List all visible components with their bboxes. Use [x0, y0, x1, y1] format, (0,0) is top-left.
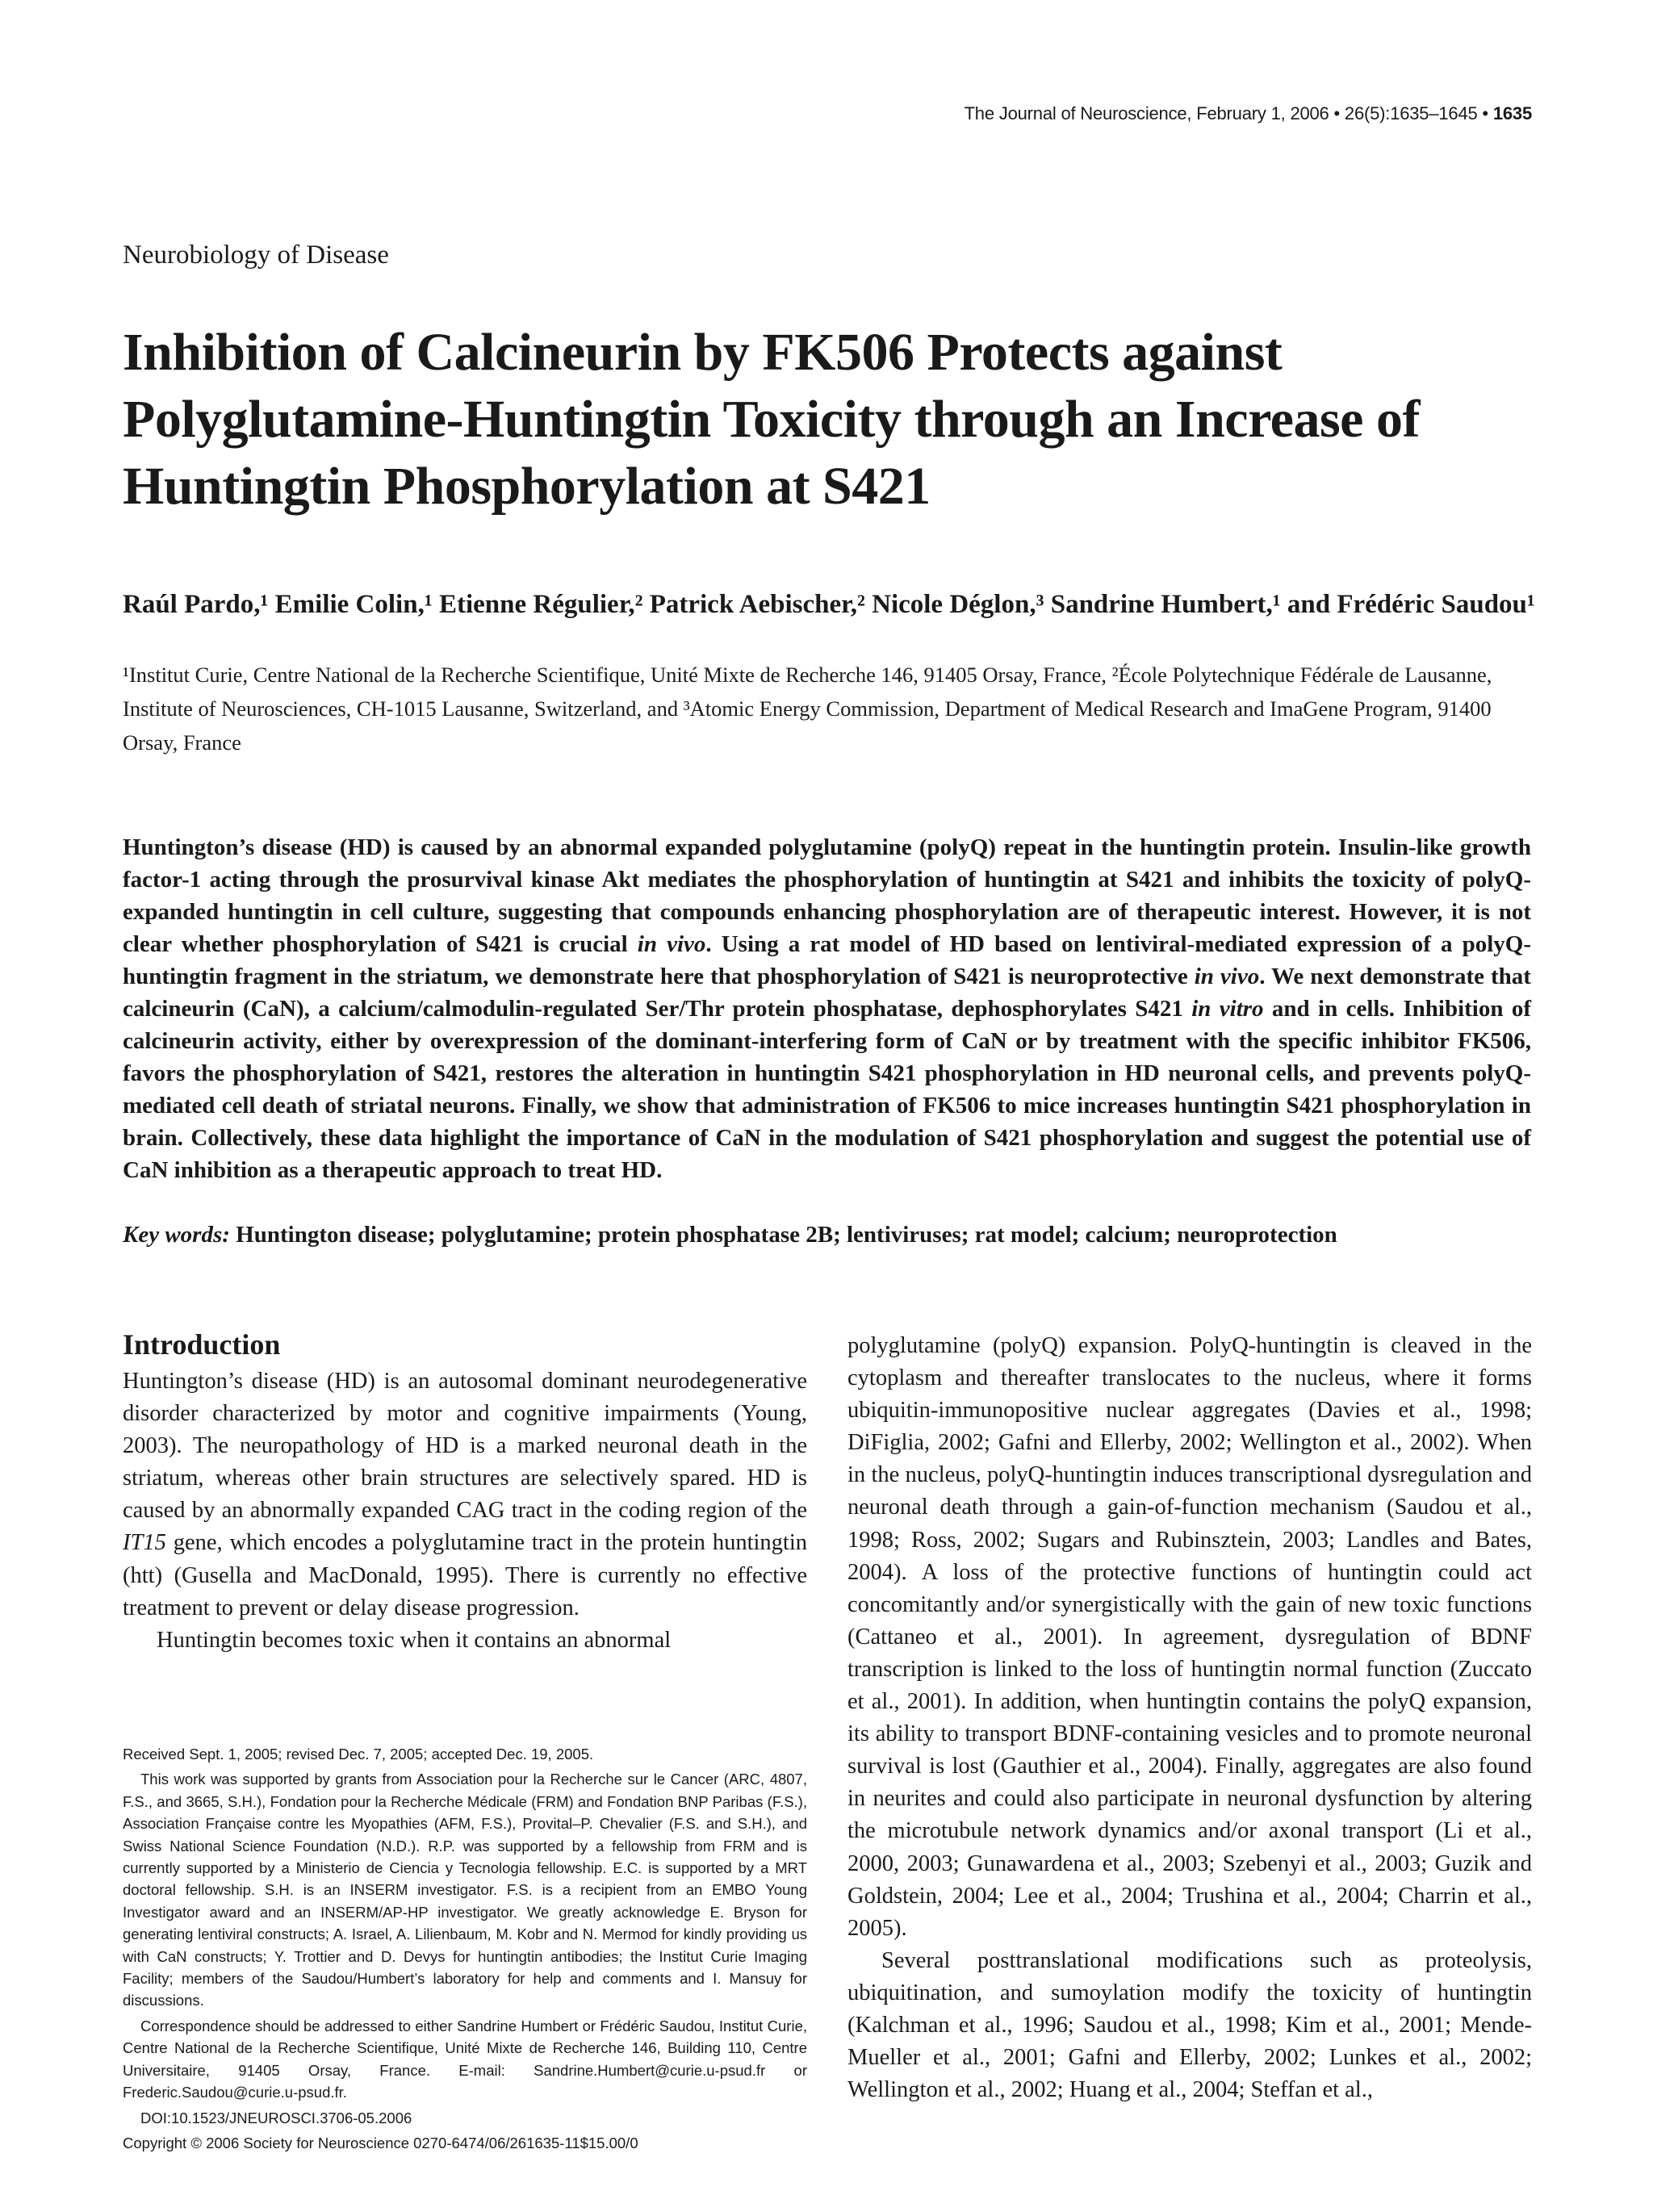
abstract-italic: in vitro: [1191, 996, 1264, 1022]
gene-name: IT15: [123, 1530, 166, 1556]
abstract: [123, 831, 1531, 1186]
author-list: Raúl Pardo,¹ Emilie Colin,¹ Etienne Régulier,² Patrick Aebischer,² Nicole Déglon,³ Sandrine Humbert,¹ and Frédéric Saudou¹: [123, 590, 1535, 619]
paragraph-text: gene, which encodes a polyglutamine tract in the protein huntingtin (htt) (Gusella and MacDonald, 1995). There is currently no effective treatment to prevent or delay disease progression.: [123, 1530, 807, 1620]
abstract-text: . Using a rat model of HD based on lentiviral-mediated expression of a polyQ-huntingtin fragment in the striatum, we demonstrate here that phosphorylation of S421 is neuroprotective: [123, 931, 1531, 989]
funding-acknowledgments: This work was supported by grants from Association pour la Recherche sur le Cancer (ARC, 4807, F.S., and 3665, S.H.), Fondation pour la Recherche Médicale (FRM) and Fondation BNP Paribas (F.S.), Association Française contre les Myopathies (AFM, F.S.), Provital–P. Chevalier (F.S. and S.H.), and Swiss National Science Foundation (N.D.). R.P. was supported by a fellowship from FRM and is currently supported by a Ministerio de Ciencia y Tecnologia fellowship. E.C. is supported by a MRT doctoral fellowship. S.H. is an INSERM investigator. F.S. is a recipient from an EMBO Young Investigator award and an INSERM/AP-HP investigator. We greatly acknowledge E. Bryson for generating lentiviral constructs; A. Israel, A. Lilienbaum, M. Kobr and N. Mermod for kindly providing us with CaN constructs; Y. Trottier and D. Devys for huntingtin antibodies; the Institut Curie Imaging Facility; members of the Saudou/Humbert’s laboratory for help and comments and I. Mansuy for discussions.: [123, 1771, 807, 2009]
keywords-text: Huntington disease; polyglutamine; protein phosphatase 2B; lentiviruses; rat model; calcium; neuroprotection: [229, 1222, 1337, 1248]
abstract-italic: in vivo: [637, 931, 706, 957]
article-title: [123, 319, 1543, 520]
title-line: Huntingtin Phosphorylation at S421: [123, 457, 931, 516]
copyright: Copyright © 2006 Society for Neuroscience 0270-6474/06/261635-11$15.00/0: [123, 2134, 638, 2151]
affiliations: ¹Institut Curie, Centre National de la Recherche Scientifique, Unité Mixte de Recherche 146, 91405 Orsay, France, ²École Polytechnique Fédérale de Lausanne, Institute of Neurosciences, CH-1015 Lausanne, Switzerland, and ³Atomic Energy Commission, Department of Medical Research and ImaGene Program, 91400 Orsay, France: [123, 663, 1492, 755]
paragraph: Several posttranslational modifications such as proteolysis, ubiquitination, and sumoylation modify the toxicity of huntingtin (Kalchman et al., 1996; Saudou et al., 1998; Kim et al., 2001; Mende-Mueller et al., 2001; Gafni and Ellerby, 2002; Lunkes et al., 2002; Wellington et al., 2002; Huang et al., 2004; Steffan et al.,: [847, 1947, 1532, 2103]
paragraph: polyglutamine (polyQ) expansion. PolyQ-huntingtin is cleaved in the cytoplasm and thereafter translocates to the nucleus, where it forms ubiquitin-immunopositive nuclear aggregates (Davies et al., 1998; DiFiglia, 2002; Gafni and Ellerby, 2002; Wellington et al., 2002). When in the nucleus, polyQ-huntingtin induces transcriptional dysregulation and neuronal death through a gain-of-function mechanism (Saudou et al., 1998; Ross, 2002; Sugars and Rubinsztein, 2003; Landles and Bates, 2004). A loss of the protective functions of huntingtin could act concomitantly and/or synergistically with the gain of new toxic functions (Cattaneo et al., 2001). In agreement, dysregulation of BDNF transcription is linked to the loss of huntingtin normal function (Zuccato et al., 2001). In addition, when huntingtin contains the polyQ expansion, its ability to transport BDNF-containing vesicles and to promote neuronal survival is lost (Gauthier et al., 2004). Finally, aggregates are also found in neurites and could also participate in neuronal dysfunction by altering the microtubule network dynamics and/or axonal transport (Li et al., 2000, 2003; Gunawardena et al., 2003; Szebenyi et al., 2003; Guzik and Goldstein, 2004; Lee et al., 2004; Trushina et al., 2004; Charrin et al., 2005).: [847, 1333, 1532, 1941]
keywords: [123, 1219, 1531, 1251]
abstract-text: Huntington’s disease (HD) is caused by an abnormal expanded polyglutamine (polyQ) repeat in the huntingtin protein. Insulin-like growth factor-1 acting through the prosurvival kinase Akt mediates the phosphorylation of huntingtin at S421 and inhibits the toxicity of polyQ-expanded huntingtin in cell culture, suggesting that compounds enhancing phosphorylation are of therapeutic interest. However, it is not clear whether phosphorylation of S421 is crucial: [123, 834, 1531, 957]
abstract-italic: in vivo: [1194, 964, 1260, 989]
introduction-heading: Introduction: [123, 1328, 281, 1361]
received-dates: Received Sept. 1, 2005; revised Dec. 7, 2005; accepted Dec. 19, 2005.: [123, 1746, 594, 1762]
abstract-text: . We next demonstrate that calcineurin (CaN), a calcium/calmodulin-regulated Ser/Thr protein phosphatase, dephosphorylates S421: [123, 964, 1531, 1022]
left-column: [123, 1365, 807, 1657]
journal-citation: The Journal of Neuroscience, February 1, 2006 • 26(5):1635–1645 •: [964, 103, 1493, 123]
paragraph: Huntingtin becomes toxic when it contains an abnormal: [157, 1627, 672, 1653]
title-line: Polyglutamine-Huntingtin Toxicity through an Increase of: [123, 390, 1420, 449]
title-line: Inhibition of Calcineurin by FK506 Protects against: [123, 323, 1283, 382]
page-number: 1635: [1492, 103, 1532, 123]
abstract-text: and in cells. Inhibition of calcineurin activity, either by overexpression of the dominant-interfering form of CaN or by treatment with the specific inhibitor FK506, favors the phosphorylation of S421, restores the alteration in huntingtin S421 phosphorylation in HD neuronal cells, and prevents polyQ-mediated cell death of striatal neurons. Finally, we show that administration of FK506 to mice increases huntingtin S421 phosphorylation in brain. Collectively, these data highlight the importance of CaN in the modulation of S421 phosphorylation and suggest the potential use of CaN inhibition as a therapeutic approach to treat HD.: [123, 996, 1531, 1183]
doi: DOI:10.1523/JNEUROSCI.3706-05.2006: [140, 2109, 412, 2126]
footnotes: [123, 1743, 807, 2157]
paragraph: [123, 1365, 807, 1625]
keywords-label: Key words:: [123, 1222, 230, 1248]
right-column: [847, 1330, 1532, 2106]
correspondence: Correspondence should be addressed to either Sandrine Humbert or Frédéric Saudou, Institut Curie, Centre National de la Recherche Scientifique, Unité Mixte de Recherche 146, Building 110, Centre Universitaire, 91405 Orsay, France. E-mail: Sandrine.Humbert@curie.u-psud.fr or Frederic.Saudou@curie.u-psud.fr.: [123, 2017, 807, 2101]
paragraph-text: Huntington’s disease (HD) is an autosomal dominant neurodegenerative disorder characterized by motor and cognitive impairments (Young, 2003). The neuropathology of HD is a marked neuronal death in the striatum, whereas other brain structures are selectively spared. HD is caused by an abnormally expanded CAG tract in the coding region of the: [123, 1369, 807, 1524]
running-head: [123, 103, 1532, 124]
section-label: Neurobiology of Disease: [123, 240, 389, 270]
